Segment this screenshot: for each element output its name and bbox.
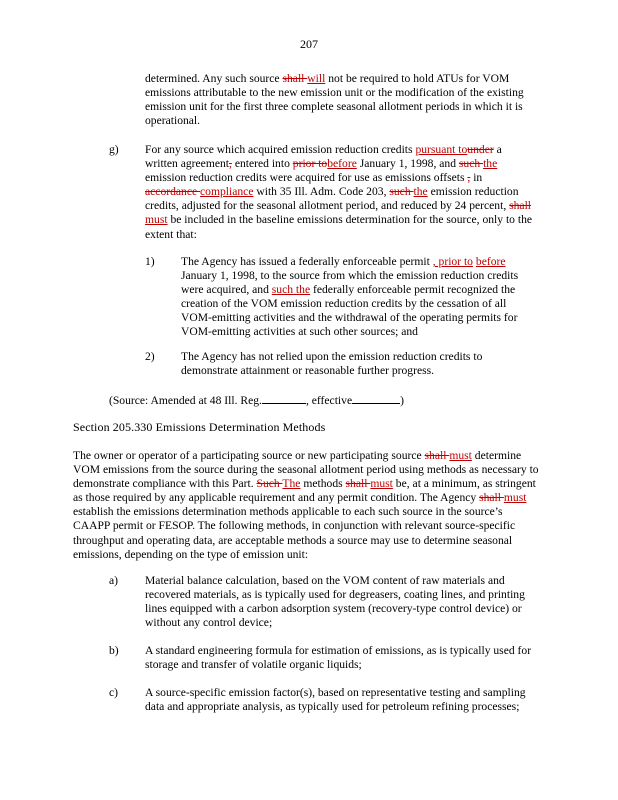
text-run: federally enforceable permit recognized the creation of the VOM emission reduction credits by the cessation of all VOM-emitting activities and the withdrawal of the operating permits for VOM-emitting activities at such other sources; and (181, 283, 518, 339)
text-run: The owner or operator of a participating source or new participating source (73, 449, 425, 462)
text-run: in (470, 171, 483, 185)
deleted-text: Such (256, 477, 283, 491)
text-run: , effective (305, 394, 353, 407)
deleted-text: , (229, 157, 232, 171)
text-run: The Agency has issued a federally enforceable permit (181, 255, 433, 268)
inserted-text: must (449, 449, 472, 462)
item-g2-label: 2) (145, 350, 155, 363)
item-g2-paragraph: The Agency has not relied upon the emission reduction credits to demonstrate attainment or reasonable further progress. (181, 350, 483, 378)
section-heading: Section 205.330 Emissions Determination Methods (73, 420, 326, 434)
text-run: determine VOM emissions from the source during the seasonal allotment period using methods as necessary to demonstrate compliance with this Part. (73, 449, 539, 491)
deleted-text: such (389, 185, 414, 199)
deleted-text: shall (282, 72, 308, 85)
text-run: not be required to hold ATUs for VOM emissions attributable to the new emission unit or the modification of the existing emission unit for the first three complete seasonal allotment periods in which it is operational. (145, 72, 524, 128)
text-run: be, at a minimum, as stringent as those required by any applicable requirement and any permit condition. The Agency (73, 477, 536, 505)
inserted-text: will (307, 72, 326, 85)
deleted-text: shall (424, 449, 450, 462)
inserted-text: must (370, 477, 393, 491)
item-g1-label: 1) (145, 255, 155, 268)
inserted-text: must (145, 213, 168, 227)
inserted-text: , prior to (432, 255, 473, 268)
deleted-text: under (467, 143, 494, 156)
inserted-text: the (413, 185, 428, 199)
text-run: For any source which acquired emission reduction credits (145, 143, 416, 156)
text-run: establish the emissions determination methods applicable to each such source in the source’s CAAPP permit or FESOP. The following methods, in conjunction with relevant source-specific throughput and operating data, are acceptable methods a source may use to determine seasonal emissions, depending on the type of emission unit: (73, 505, 516, 561)
deleted-text: , (467, 171, 471, 185)
item-g-paragraph (145, 143, 537, 242)
text-run: ) (400, 394, 404, 407)
text-run: with 35 Ill. Adm. Code 203, (253, 185, 390, 199)
deleted-text: such (458, 157, 484, 171)
blank-line (262, 393, 306, 404)
blank-line (352, 393, 400, 404)
text-run: January 1, 1998, and (356, 157, 459, 171)
text-run: methods (300, 477, 346, 491)
text-run: emission reduction credits, adjusted for the seasonal allotment period, and reduced by 24 percent, (145, 185, 519, 213)
text-run: emission reduction credits were acquired for use as emissions offsets (145, 171, 468, 185)
item-c-paragraph: A source-specific emission factor(s), based on representative testing and sampling data and appropriate analysis, as typically used for petroleum refining processes; (145, 686, 526, 714)
item-g-label: g) (109, 143, 119, 156)
continuation-paragraph (145, 72, 540, 128)
inserted-text: The (282, 477, 301, 491)
inserted-text: must (503, 491, 527, 505)
inserted-text: before (327, 157, 357, 171)
text-run: (Source: Amended at 48 Ill. Reg. (109, 394, 262, 407)
text-run: entered into (231, 157, 293, 171)
item-g1-paragraph (181, 255, 538, 340)
source-note (109, 393, 529, 408)
item-a-paragraph: Material balance calculation, based on the VOM content of raw materials and recovered materials, as is typically used for degreasers, coating lines, and printing lines equipped with a carbon adsorption system (recovery-type control device) or without any control device; (145, 574, 525, 630)
page-number: 207 (300, 37, 318, 51)
inserted-text: pursuant to (415, 143, 468, 156)
deleted-text: prior to (292, 157, 328, 171)
main-paragraph (73, 449, 541, 562)
text-run: be included in the baseline emissions determination for the source, only to the extent that: (145, 213, 533, 241)
deleted-text: shall (509, 199, 532, 213)
item-a-label: a) (109, 574, 119, 587)
deleted-text: shall (479, 491, 504, 505)
inserted-text: the (483, 157, 498, 171)
text-run: January 1, 1998, to the source from which the emission reduction credits were acquired, and (181, 269, 519, 297)
deleted-text: accordance (145, 185, 201, 199)
inserted-text: such the (271, 283, 311, 297)
item-b-label: b) (109, 644, 119, 657)
item-b-paragraph: A standard engineering formula for estimation of emissions, as is typically used for storage and transfer of volatile organic liquids; (145, 644, 532, 672)
inserted-text: compliance (200, 185, 254, 199)
text-run: a written agreement (145, 143, 502, 171)
deleted-text: shall (345, 477, 371, 491)
text-run: determined. Any such source (145, 72, 283, 85)
inserted-text: before (475, 255, 506, 268)
item-c-label: c) (109, 686, 119, 699)
